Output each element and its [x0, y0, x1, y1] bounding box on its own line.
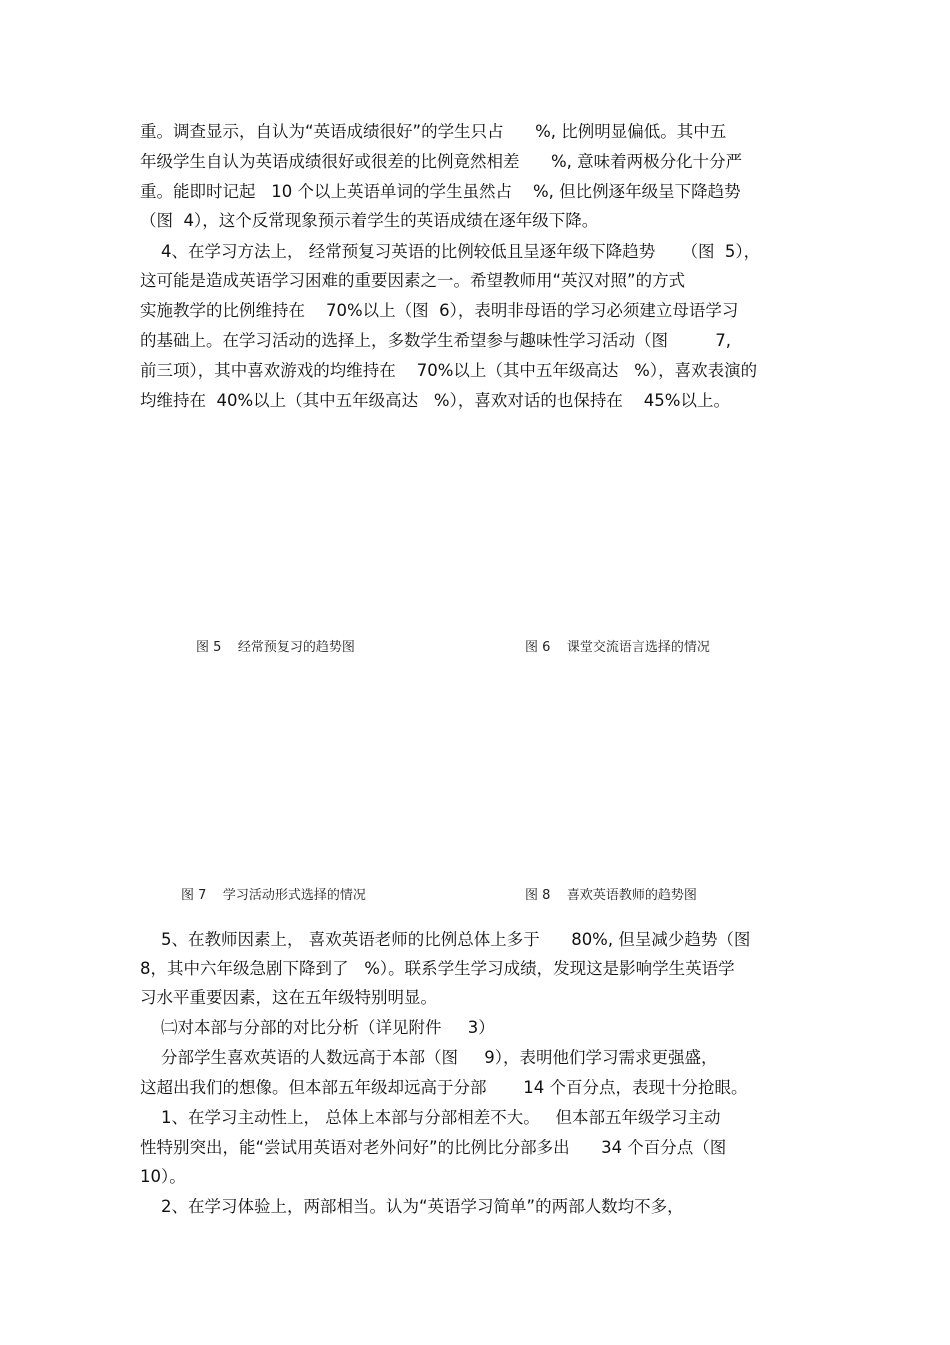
figure-5-caption: 图 5 经常预复习的趋势图: [196, 640, 355, 655]
text-line: 1、在学习主动性上， 总体上本部与分部相差不大。 但本部五年级学习主动: [140, 1108, 721, 1127]
text-line: 4、在学习方法上， 经常预复习英语的比例较低且呈逐年级下降趋势 （图 5），: [140, 242, 761, 261]
text-line: 性特别突出，能“尝试用英语对老外问好”的比例比分部多出 34 个百分点（图: [140, 1138, 727, 1157]
figure-6-caption: 图 6 课堂交流语言选择的情况: [525, 640, 710, 655]
text-line: 习水平重要因素，这在五年级特别明显。: [140, 988, 437, 1007]
section-heading: ㈡对本部与分部的对比分析（详见附件 3）: [140, 1018, 495, 1037]
text-line: 分部学生喜欢英语的人数远高于本部（图 9），表明他们学习需求更强盛，: [140, 1048, 718, 1067]
text-line: 5、在教师因素上， 喜欢英语老师的比例总体上多于 80%, 但呈减少趋势（图: [140, 930, 751, 949]
figure-7-caption: 图 7 学习活动形式选择的情况: [181, 888, 366, 903]
text-line: 这可能是造成英语学习困难的重要因素之一。希望教师用“英汉对照”的方式: [140, 271, 686, 290]
text-line: 10）。: [140, 1167, 186, 1186]
text-line: 实施教学的比例维持在 70%以上（图 6），表明非母语的学习必须建立母语学习: [140, 301, 739, 320]
figure-8-placeholder: [480, 665, 810, 875]
text-line: （图 4），这个反常现象预示着学生的英语成绩在逐年级下降。: [140, 211, 599, 230]
text-line: 重。调查显示，自认为“英语成绩很好”的学生只占 %, 比例明显偏低。其中五: [140, 122, 727, 141]
figure-6-placeholder: [480, 420, 810, 630]
figure-7-placeholder: [140, 665, 470, 875]
text-line: 重。能即时记起 10 个以上英语单词的学生虽然占 %, 但比例逐年级呈下降趋势: [140, 182, 741, 201]
text-line: 8，其中六年级急剧下降到了 %）。联系学生学习成绩，发现这是影响学生英语学: [140, 959, 735, 978]
text-line: 这超出我们的想像。但本部五年级却远高于分部 14 个百分点，表现十分抢眼。: [140, 1078, 748, 1097]
text-line: 2、在学习体验上，两部相当。认为“英语学习简单”的两部人数均不多，: [140, 1197, 684, 1216]
text-line: 年级学生自认为英语成绩很好或很差的比例竟然相差 %, 意味着两极分化十分严: [140, 152, 743, 171]
text-line: 的基础上。在学习活动的选择上，多数学生希望参与趣味性学习活动（图 7,: [140, 331, 731, 350]
figure-5-placeholder: [140, 420, 470, 630]
text-line: 前三项），其中喜欢游戏的均维持在 70%以上（其中五年级高达 %），喜欢表演的: [140, 361, 758, 380]
figure-8-caption: 图 8 喜欢英语教师的趋势图: [525, 888, 697, 903]
text-line: 均维持在 40%以上（其中五年级高达 %），喜欢对话的也保持在 45%以上。: [140, 391, 730, 410]
